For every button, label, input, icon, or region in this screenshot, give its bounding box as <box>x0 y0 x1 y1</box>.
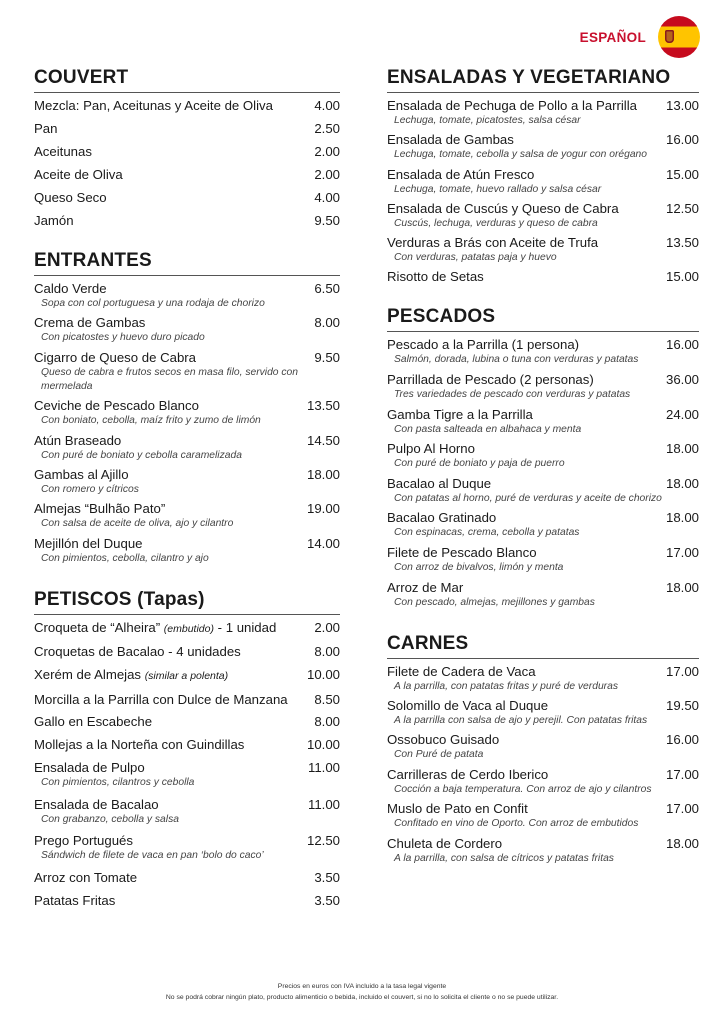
menu-item-row <box>34 619 340 638</box>
right-column <box>387 66 699 869</box>
item-name-suffix: - 1 unidad <box>217 619 277 635</box>
item-name <box>387 371 594 388</box>
item-name-text: Ensalada de Atún Fresco <box>387 166 535 182</box>
item-name-text: Aceite de Oliva <box>34 167 123 182</box>
item-name <box>387 766 548 783</box>
menu-item-row <box>387 835 699 852</box>
item-name <box>387 234 598 251</box>
menu-item <box>387 509 699 540</box>
menu-item-row <box>387 268 699 285</box>
item-name-text: Carrilleras de Cerdo Iberico <box>387 766 549 782</box>
item-name-text: Patatas Fritas <box>34 892 116 908</box>
item-price: 3.50 <box>314 869 340 885</box>
item-price: 2.00 <box>314 167 340 182</box>
item-description: Con pimientos, cebolla, cilantro y ajo <box>41 552 209 564</box>
item-price: 18.00 <box>665 441 699 457</box>
item-description: Lechuga, tomate, huevo rallado y salsa césar <box>394 183 602 195</box>
item-price: 14.00 <box>306 535 340 551</box>
item-name-text: Ensalada de Gambas <box>387 132 514 148</box>
item-description: Con pimientos, cilantros y cebolla <box>41 776 195 788</box>
menu-item-row <box>34 500 340 517</box>
language-label: ESPAÑOL <box>579 29 646 45</box>
item-name-text: Prego Portugués <box>34 833 133 849</box>
item-price: 24.00 <box>665 406 699 422</box>
menu-section <box>34 66 340 229</box>
item-name-text: Filete de Pescado Blanco <box>387 545 537 561</box>
item-name-text: Ceviche de Pescado Blanco <box>34 398 199 414</box>
item-price: 15.00 <box>665 269 699 285</box>
item-price: 17.00 <box>665 801 699 817</box>
item-name-text: Filete de Cadera de Vaca <box>387 663 536 679</box>
menu-item <box>34 349 340 394</box>
menu-item-row <box>34 314 340 331</box>
menu-item <box>34 832 340 863</box>
item-price: 15.00 <box>665 166 699 182</box>
item-name <box>387 835 502 852</box>
menu-item <box>34 500 340 531</box>
menu-item <box>34 120 340 137</box>
menu-item <box>34 535 340 566</box>
item-name-text: Pan <box>34 121 58 136</box>
item-description: Tres variedades de pescado con verduras y patatas <box>394 389 631 401</box>
item-price: 2.00 <box>314 144 340 159</box>
item-price: 10.00 <box>306 737 340 753</box>
menu-item <box>34 212 340 229</box>
menu-item-row <box>34 892 340 909</box>
item-name-text: Solomillo de Vaca al Duque <box>387 698 549 714</box>
item-name <box>34 166 123 183</box>
section-title: PESCADOS <box>387 305 699 332</box>
menu-item-row <box>387 800 699 817</box>
item-description: A la parrilla, con salsa de cítricos y patatas fritas <box>394 852 614 864</box>
section-title: CARNES <box>387 632 699 659</box>
item-name <box>34 796 159 813</box>
item-price: 19.00 <box>306 501 340 517</box>
item-price: 4.00 <box>314 190 340 205</box>
menu-item-row <box>34 643 340 660</box>
menu-item <box>387 697 699 728</box>
item-name-text: Xerém de Almejas <box>34 667 142 683</box>
menu-item-row <box>387 440 699 457</box>
item-price: 16.00 <box>665 732 699 748</box>
menu-item-row <box>34 869 340 886</box>
coat-of-arms-icon <box>665 30 674 43</box>
item-name <box>387 509 496 526</box>
menu-item-row <box>34 535 340 552</box>
item-description: Con puré de boniato y cebolla caramelizada <box>41 449 242 461</box>
menu-item <box>34 736 340 753</box>
item-name-text: Mollejas a la Norteña con Guindillas <box>34 737 245 753</box>
menu-section <box>387 66 699 285</box>
item-description: Con picatostes y huevo duro picado <box>41 332 205 344</box>
item-price: 14.50 <box>306 432 340 448</box>
menu-item <box>387 371 699 402</box>
item-price: 13.50 <box>306 398 340 414</box>
item-name <box>34 466 129 483</box>
item-description: A la parrilla, con patatas fritas y puré de verduras <box>394 680 618 692</box>
menu-item <box>34 397 340 428</box>
item-name-text: Gallo en Escabeche <box>34 714 153 730</box>
item-name-text: Arroz de Mar <box>387 579 464 595</box>
menu-item <box>34 166 340 183</box>
item-price: 17.00 <box>665 545 699 561</box>
item-name <box>387 200 619 217</box>
item-name <box>387 697 548 714</box>
item-description: Cocción a baja temperatura. Con arroz de ajo y cilantros <box>394 783 652 795</box>
menu-section <box>387 305 699 609</box>
item-description: Con puré de boniato y paja de puerro <box>394 458 565 470</box>
item-name-text: Risotto de Setas <box>387 269 484 285</box>
item-description: Queso de cabra e frutos secos en masa filo, servido con mermelada <box>41 366 298 392</box>
menu-item <box>387 731 699 762</box>
item-name <box>34 349 196 366</box>
menu-item-row <box>34 166 340 183</box>
item-price: 11.00 <box>307 796 340 812</box>
menu-item-row <box>34 120 340 137</box>
item-name <box>387 97 637 114</box>
item-price: 13.50 <box>665 235 699 251</box>
item-name <box>34 97 273 114</box>
menu-item <box>34 432 340 463</box>
menu-item <box>387 579 699 610</box>
footer-charge-note: No se podrá cobrar ningún plato, producto alimenticio o bebida, incluido el couvert, si no lo solicita el cliente o no se puede utilizar. <box>165 994 559 1001</box>
item-name <box>387 131 514 148</box>
item-name-text: Ensalada de Pulpo <box>34 759 145 775</box>
item-name <box>387 731 499 748</box>
item-name-text: Pescado a la Parrilla (1 persona) <box>387 337 580 353</box>
menu-item <box>34 713 340 730</box>
item-name <box>387 475 491 492</box>
item-price: 8.00 <box>314 315 340 331</box>
menu-item-row <box>387 200 699 217</box>
item-price: 9.50 <box>314 213 340 228</box>
menu-item-row <box>387 544 699 561</box>
item-name <box>387 800 528 817</box>
item-price: 18.00 <box>306 466 340 482</box>
item-name-text: Atún Braseado <box>34 432 122 448</box>
item-name-text: Queso Seco <box>34 190 107 205</box>
item-name-text: Arroz con Tomate <box>34 869 138 885</box>
item-price: 8.50 <box>314 691 340 707</box>
item-description: Confitado en vino de Oporto. Con arroz de embutidos <box>394 818 639 830</box>
menu-item-row <box>387 579 699 596</box>
item-name <box>34 643 241 660</box>
item-name-text: Aceitunas <box>34 144 92 159</box>
item-name <box>387 579 463 596</box>
item-name-text: Verduras a Brás con Aceite de Trufa <box>387 235 599 251</box>
item-name <box>387 166 534 183</box>
footer-vat-note: Precios en euros con IVA incluido a la tasa legal vigente <box>277 983 447 990</box>
menu-item <box>387 440 699 471</box>
menu-item-row <box>387 509 699 526</box>
menu-item-row <box>387 697 699 714</box>
item-description: Cuscús, lechuga, verduras y queso de cabra <box>394 217 598 229</box>
item-description: Sándwich de filete de vaca en pan ‘bolo do caco’ <box>41 850 264 862</box>
menu-item <box>34 666 340 685</box>
item-price: 16.00 <box>665 337 699 353</box>
item-name-text: Ensalada de Pechuga de Pollo a la Parrilla <box>387 98 637 113</box>
item-name <box>387 406 533 423</box>
item-name <box>34 432 121 449</box>
menu-item-row <box>387 475 699 492</box>
section-title: ENSALADAS Y VEGETARIANO <box>387 66 699 93</box>
spain-flag-icon[interactable] <box>658 16 700 58</box>
menu-item-row <box>34 832 340 849</box>
item-price: 4.00 <box>314 98 340 113</box>
item-name <box>387 663 536 680</box>
menu-item <box>34 619 340 638</box>
menu-item-row <box>387 166 699 183</box>
menu-item <box>34 97 340 114</box>
item-name <box>34 314 145 331</box>
menu-item <box>387 166 699 197</box>
item-description: Con Puré de patata <box>394 749 484 761</box>
item-price: 12.50 <box>665 200 699 216</box>
item-description: Con pescado, almejas, mejillones y gambas <box>394 596 595 608</box>
menu-item-row <box>387 371 699 388</box>
menu-item-row <box>387 663 699 680</box>
item-price: 19.50 <box>665 698 699 714</box>
item-price: 16.00 <box>665 132 699 148</box>
menu-item <box>387 475 699 506</box>
item-name <box>34 869 137 886</box>
item-description: Con pasta salteada en albahaca y menta <box>394 423 582 435</box>
item-price: 18.00 <box>665 510 699 526</box>
item-name <box>387 544 537 561</box>
menu-item <box>34 759 340 790</box>
menu-item <box>387 766 699 797</box>
item-name <box>387 336 579 353</box>
menu-item <box>387 800 699 831</box>
item-name-text: Ensalada de Bacalao <box>34 796 159 812</box>
item-name <box>34 832 133 849</box>
item-name-text: Morcilla a la Parrilla con Dulce de Manzana <box>34 691 288 707</box>
item-note: (similar a polenta) <box>144 670 229 683</box>
item-price: 12.50 <box>306 833 340 849</box>
item-name <box>34 736 244 753</box>
item-name <box>34 666 228 685</box>
item-description: Con boniato, cebolla, maíz frito y zumo de limón <box>41 415 261 427</box>
menu-item <box>387 336 699 367</box>
menu-item <box>34 143 340 160</box>
item-description: A la parrilla con salsa de ajo y perejil. Con patatas fritas <box>394 715 648 727</box>
item-name <box>34 143 92 160</box>
item-description: Lechuga, tomate, cebolla y salsa de yogur con orégano <box>394 149 648 161</box>
menu-item-row <box>387 234 699 251</box>
section-title: ENTRANTES <box>34 249 340 276</box>
item-price: 18.00 <box>665 835 699 851</box>
item-name-text: Ensalada de Cuscús y Queso de Cabra <box>387 200 619 216</box>
item-name <box>34 713 152 730</box>
item-name-text: Bacalao Gratinado <box>387 510 497 526</box>
item-name-text: Mejillón del Duque <box>34 535 143 551</box>
menu-item <box>387 97 699 128</box>
item-name <box>387 440 475 457</box>
item-name <box>34 120 57 137</box>
item-name-text: Pulpo Al Horno <box>387 441 475 457</box>
item-name-text: Mezcla: Pan, Aceitunas y Aceite de Oliva <box>34 98 273 113</box>
menu-item-row <box>34 349 340 366</box>
item-price: 9.50 <box>314 349 340 365</box>
item-name-text: Crema de Gambas <box>34 315 146 331</box>
menu-item <box>387 268 699 285</box>
menu-item <box>387 544 699 575</box>
menu-item <box>34 314 340 345</box>
item-name <box>34 759 145 776</box>
menu-item <box>34 869 340 886</box>
menu-section <box>34 588 340 909</box>
menu-item-row <box>34 280 340 297</box>
item-name-text: Gamba Tigre a la Parrilla <box>387 406 533 422</box>
item-price: 17.00 <box>665 766 699 782</box>
item-description: Con verduras, patatas paja y huevo <box>394 252 557 264</box>
item-description: Sopa con col portuguesa y una rodaja de chorizo <box>41 298 265 309</box>
item-name <box>34 619 276 638</box>
item-name-text: Muslo de Pato en Confit <box>387 801 528 817</box>
menu-item-row <box>387 406 699 423</box>
menu-item-row <box>34 796 340 813</box>
menu-item-row <box>387 336 699 353</box>
item-name-text: Ossobuco Guisado <box>387 732 500 748</box>
item-name <box>34 189 107 206</box>
left-column <box>34 66 340 914</box>
menu-item-row <box>34 713 340 730</box>
item-description: Lechuga, tomate, picatostes, salsa césar <box>394 115 581 126</box>
item-price: 8.00 <box>314 644 340 660</box>
section-title: COUVERT <box>34 66 340 93</box>
menu-item-row <box>34 691 340 708</box>
language-selector[interactable] <box>580 16 700 58</box>
item-name-text: Gambas al Ajillo <box>34 466 129 482</box>
item-name-text: Croquetas de Bacalao - 4 unidades <box>34 644 241 660</box>
menu-item-row <box>34 736 340 753</box>
item-price: 2.00 <box>314 619 340 635</box>
menu-item <box>387 234 699 265</box>
item-description: Con romero y cítricos <box>41 483 139 495</box>
item-name-text: Croqueta de “Alheira” <box>34 619 161 635</box>
item-price: 3.50 <box>314 892 340 908</box>
item-name-text: Almejas “Bulhão Pato” <box>34 501 166 517</box>
item-price: 13.00 <box>665 98 699 113</box>
footer <box>0 981 724 1003</box>
item-description: Con patatas al horno, puré de verduras y aceite de chorizo <box>394 492 662 504</box>
item-name <box>34 212 74 229</box>
menu-item-row <box>34 212 340 229</box>
menu-item-row <box>387 131 699 148</box>
item-description: Salmón, dorada, lubina o tuna con verduras y patatas <box>394 354 639 366</box>
menu-item-row <box>34 666 340 685</box>
item-price: 8.00 <box>314 714 340 730</box>
item-name <box>34 892 115 909</box>
menu-item <box>387 406 699 437</box>
menu-item <box>34 466 340 497</box>
item-price: 17.00 <box>665 663 699 679</box>
item-name-text: Jamón <box>34 213 74 228</box>
section-title: PETISCOS (Tapas) <box>34 588 340 615</box>
menu-item-row <box>387 97 699 114</box>
menu-item <box>34 280 340 311</box>
item-name <box>34 535 143 552</box>
menu-item <box>387 663 699 694</box>
item-price: 36.00 <box>665 372 699 388</box>
item-name <box>34 691 288 708</box>
menu-item <box>34 189 340 206</box>
menu-item-row <box>34 466 340 483</box>
menu-section <box>34 249 340 566</box>
menu-item-row <box>34 143 340 160</box>
item-description: Con salsa de aceite de oliva, ajo y cilantro <box>41 518 234 530</box>
item-description: Con espinacas, crema, cebolla y patatas <box>394 527 580 539</box>
menu-item <box>387 835 699 866</box>
item-name-text: Chuleta de Cordero <box>387 835 503 851</box>
item-description: Con arroz de bivalvos, limón y menta <box>394 562 564 574</box>
menu-item <box>34 892 340 909</box>
menu-item <box>387 200 699 231</box>
menu-item <box>34 643 340 660</box>
item-name <box>34 397 199 414</box>
item-description: Con grabanzo, cebolla y salsa <box>41 813 179 825</box>
item-price: 6.50 <box>314 281 340 296</box>
item-price: 11.00 <box>307 759 340 775</box>
menu-item-row <box>387 766 699 783</box>
menu-item-row <box>387 731 699 748</box>
menu-item-row <box>34 97 340 114</box>
item-name-text: Parrillada de Pescado (2 personas) <box>387 372 594 388</box>
item-price: 18.00 <box>665 475 699 491</box>
menu-item-row <box>34 397 340 414</box>
item-name-text: Caldo Verde <box>34 281 107 296</box>
item-name <box>34 280 107 297</box>
item-price: 2.50 <box>314 121 340 136</box>
item-name <box>34 500 165 517</box>
item-note: (embutido) <box>163 622 214 635</box>
menu-item-row <box>34 759 340 776</box>
menu-item <box>387 131 699 162</box>
item-price: 10.00 <box>306 667 340 683</box>
item-name <box>387 268 484 285</box>
menu-section <box>387 632 699 866</box>
menu-item-row <box>34 189 340 206</box>
item-name-text: Bacalao al Duque <box>387 475 492 491</box>
item-price: 18.00 <box>665 579 699 595</box>
item-name-text: Cigarro de Queso de Cabra <box>34 349 197 365</box>
menu-item <box>34 691 340 708</box>
menu-item <box>34 796 340 827</box>
menu-item-row <box>34 432 340 449</box>
